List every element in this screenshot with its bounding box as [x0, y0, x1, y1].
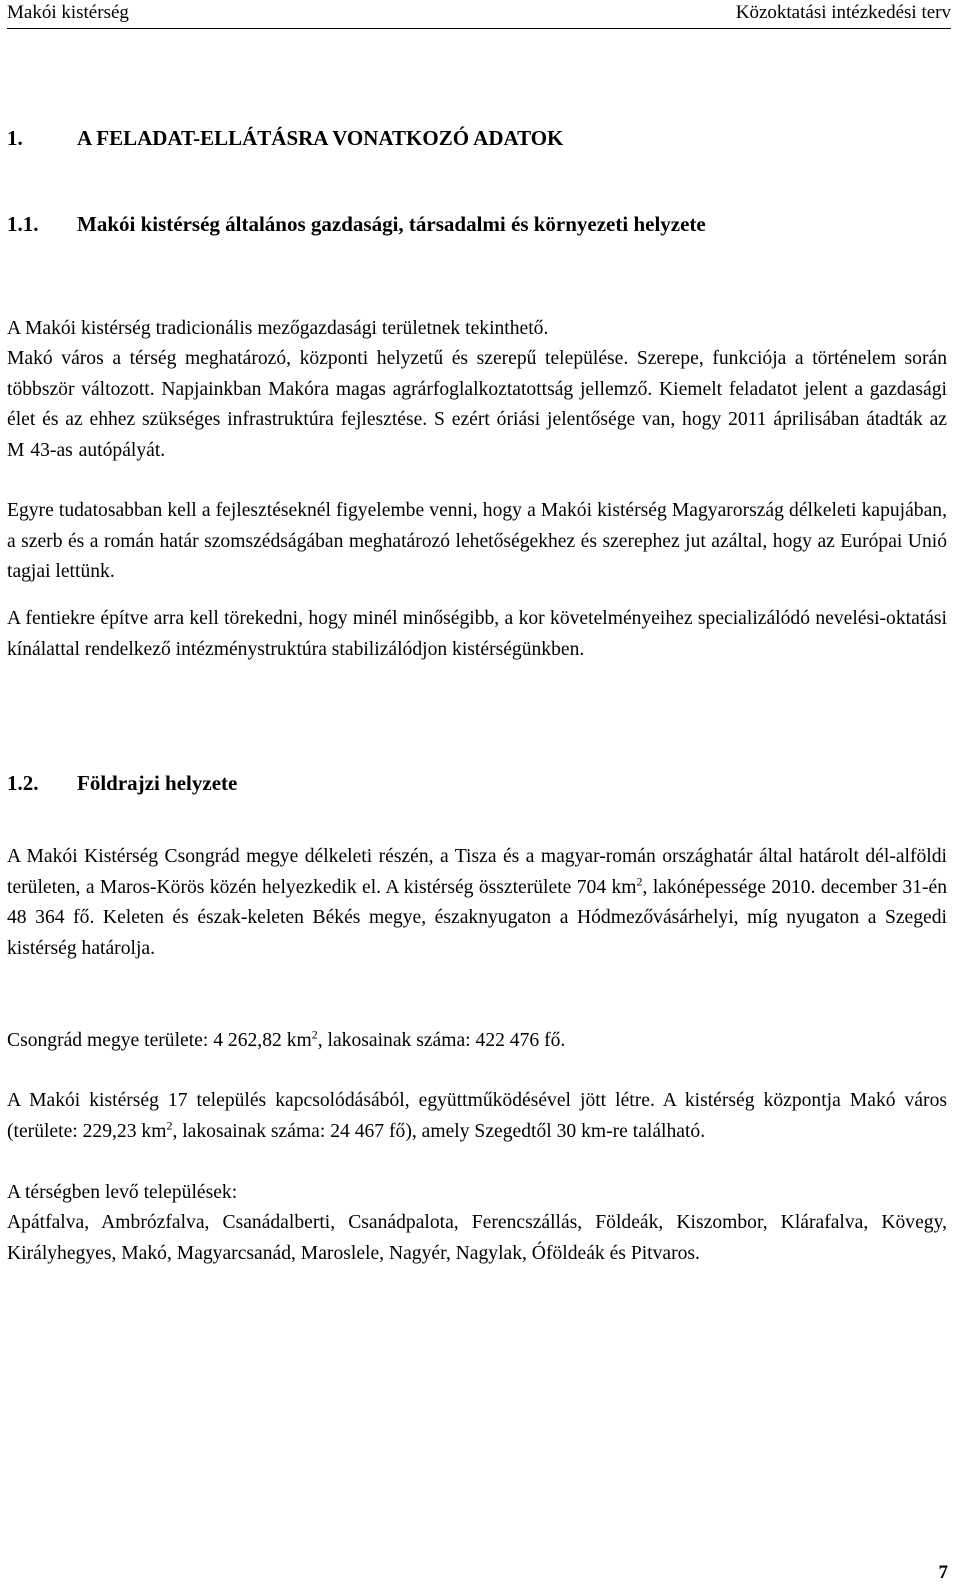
page-header	[7, 2, 951, 29]
county-text-1: Csongrád megye területe: 4 262,82 km	[7, 1030, 312, 1051]
heading-1	[7, 126, 563, 151]
paragraph-development: Egyre tudatosabban kell a fejlesztéseknél figyelembe venni, hogy a Makói kistérség Magyarország délkeleti kapujában, a szerb és a román határ szomszédságában meghatározó lehetőségekhez és szerephez jut azáltal, hogy az Európai Unió tagjai lettünk.	[7, 500, 947, 583]
paragraph-intro-line: A Makói kistérség tradicionális mezőgazdasági területnek tekinthető.	[7, 318, 549, 339]
paragraph-settlements-title: A térségben levő települések:	[7, 1182, 238, 1203]
settlements-text-2: , lakosainak száma: 24 467 fő), amely Szegedtől 30 km-re található.	[172, 1120, 706, 1142]
location-text-2: , lakónépessége 2010. december 31-én 48 364 fő. Keleten és észak-keleten Békés megye, északnyugaton a Hódmezővásárhelyi, míg nyugaton a Szegedi kistérség határolja.	[7, 876, 948, 959]
header-left-title: Makói kistérség	[7, 2, 129, 23]
paragraph-education: A fentiekre építve arra kell törekedni, hogy minél minőségibb, a kor követelményeihez specializálódó nevelési-oktatási kínálattal rendelkező intézménystruktúra stabilizálódjon kistérségünkben.	[7, 608, 947, 660]
county-text-2: , lakosainak száma: 422 476 fő.	[317, 1030, 566, 1051]
paragraph-county	[7, 1026, 947, 1057]
heading-1-2-text: Földrajzi helyzete	[77, 771, 238, 795]
heading-1-2-number: 1.2.	[7, 771, 39, 795]
settlements-superscript: 2	[166, 1118, 173, 1133]
paragraph-location	[7, 842, 947, 964]
heading-1-1	[7, 212, 706, 237]
location-superscript: 2	[636, 874, 643, 889]
heading-1-1-text: Makói kistérség általános gazdasági, társadalmi és környezeti helyzete	[77, 212, 706, 236]
heading-1-text: A FELADAT-ELLÁTÁSRA VONATKOZÓ ADATOK	[77, 126, 564, 150]
location-text-1: A Makói Kistérség Csongrád megye délkeleti részén, a Tisza és a magyar-román országhatár által határolt dél-alföldi területen, a Maros-Körös közén helyezkedik el. A kistérség összterülete 704 km	[7, 846, 947, 898]
header-right-title: Közoktatási intézkedési terv	[735, 2, 951, 23]
paragraph-mako-city: Makó város a térség meghatározó, központi helyzetű és szerepű települése. Szerepe, funkciója a történelem során többször változott. Napjainkban Makóra magas agrárfoglalkoztatottság jellemző. Kiemelt feladatot jelent a gazdasági élet és az ehhez szükséges infrastruktúra fejlesztése. S ezért óriási jelentősége van, hogy 2011 áprilisában átadták az M 43-as autópályát.	[7, 348, 947, 461]
county-superscript: 2	[311, 1027, 318, 1042]
page-number: 7	[938, 1562, 948, 1583]
paragraph-settlements-list: Apátfalva, Ambrózfalva, Csanádalberti, Csanádpalota, Ferencszállás, Földeák, Kiszombor, Klárafalva, Kövegy, Királyhegyes, Makó, Magyarcsanád, Maroslele, Nagyér, Nagylak, Óföldeák és Pitvaros.	[7, 1212, 947, 1264]
settlements-text-1: A Makói kistérség 17 település kapcsolódásából, együttműködésével jött létre. A kistérség központja Makó város (területe: 229,23 km	[7, 1090, 947, 1142]
heading-1-number: 1.	[7, 126, 23, 150]
heading-1-1-number: 1.1.	[7, 212, 39, 236]
heading-1-2	[7, 771, 237, 796]
paragraph-settlements-count	[7, 1086, 947, 1147]
